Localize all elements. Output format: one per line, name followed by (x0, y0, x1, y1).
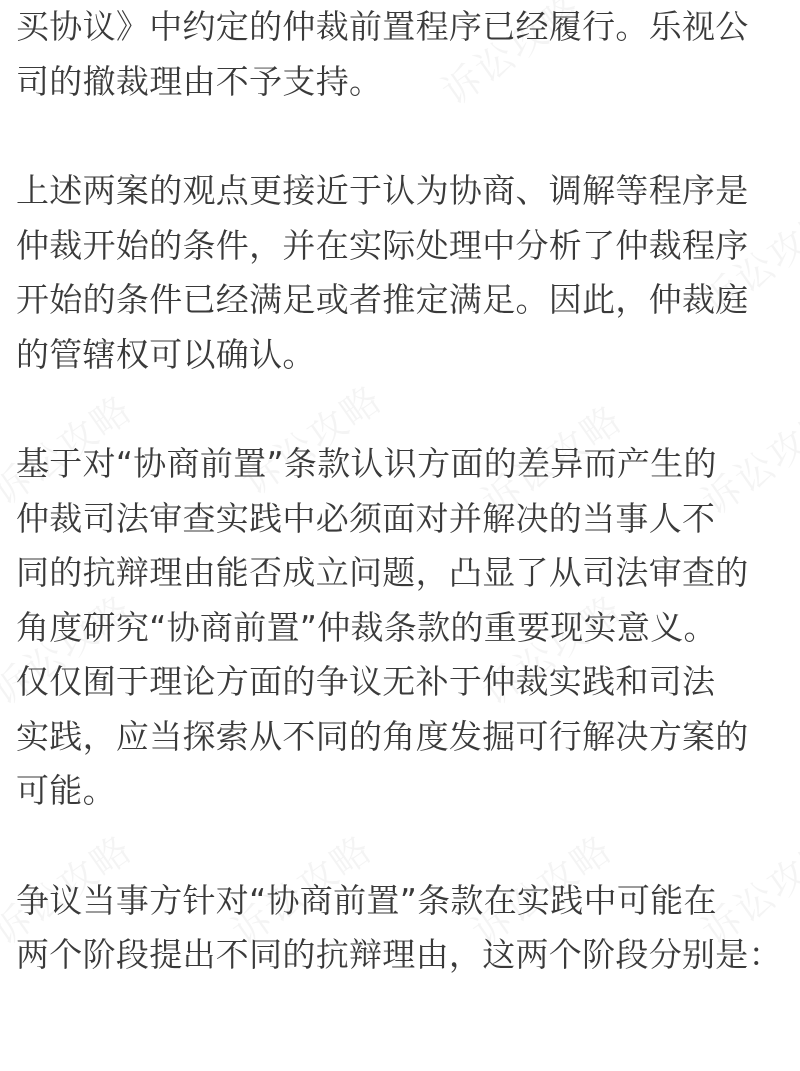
text-line: 仲裁开始的条件，并在实际处理中分析了仲裁程序 (16, 225, 749, 265)
text-line: 上述两案的观点更接近于认为协商、调解等程序是 (16, 171, 749, 210)
text-line: 可能。 (16, 771, 116, 810)
paragraph (16, 874, 800, 983)
text-line: 基于对“协商前置”条款认识方面的差异而产生的 (16, 444, 717, 483)
text-line: 两个阶段提出不同的抗辩理由，这两个阶段分别是： (16, 935, 782, 974)
text-line: 的管辖权可以确认。 (16, 334, 316, 374)
text-line: 仲裁司法审查实践中必须面对并解决的当事人不 (16, 498, 716, 538)
text-line: 同的抗辩理由能否成立问题，凸显了从司法审查的 (16, 553, 749, 592)
text-line: 实践，应当探索从不同的角度发掘可行解决方案的 (16, 716, 749, 756)
paragraph (16, 0, 800, 109)
text-line: 仅仅囿于理论方面的争议无补于仲裁实践和司法 (16, 662, 716, 701)
text-line: 买协议》中约定的仲裁前置程序已经履行。乐视公 (16, 7, 749, 46)
article-body (16, 0, 800, 983)
paragraph (16, 164, 800, 382)
text-line: 角度研究“协商前置”仲裁条款的重要现实意义。 (16, 607, 717, 647)
paragraph (16, 437, 800, 819)
text-line: 司的撤裁理由不予支持。 (16, 61, 383, 101)
text-line: 争议当事方针对“协商前置”条款在实践中可能在 (16, 880, 717, 920)
text-line: 开始的条件已经满足或者推定满足。因此，仲裁庭 (16, 280, 749, 319)
